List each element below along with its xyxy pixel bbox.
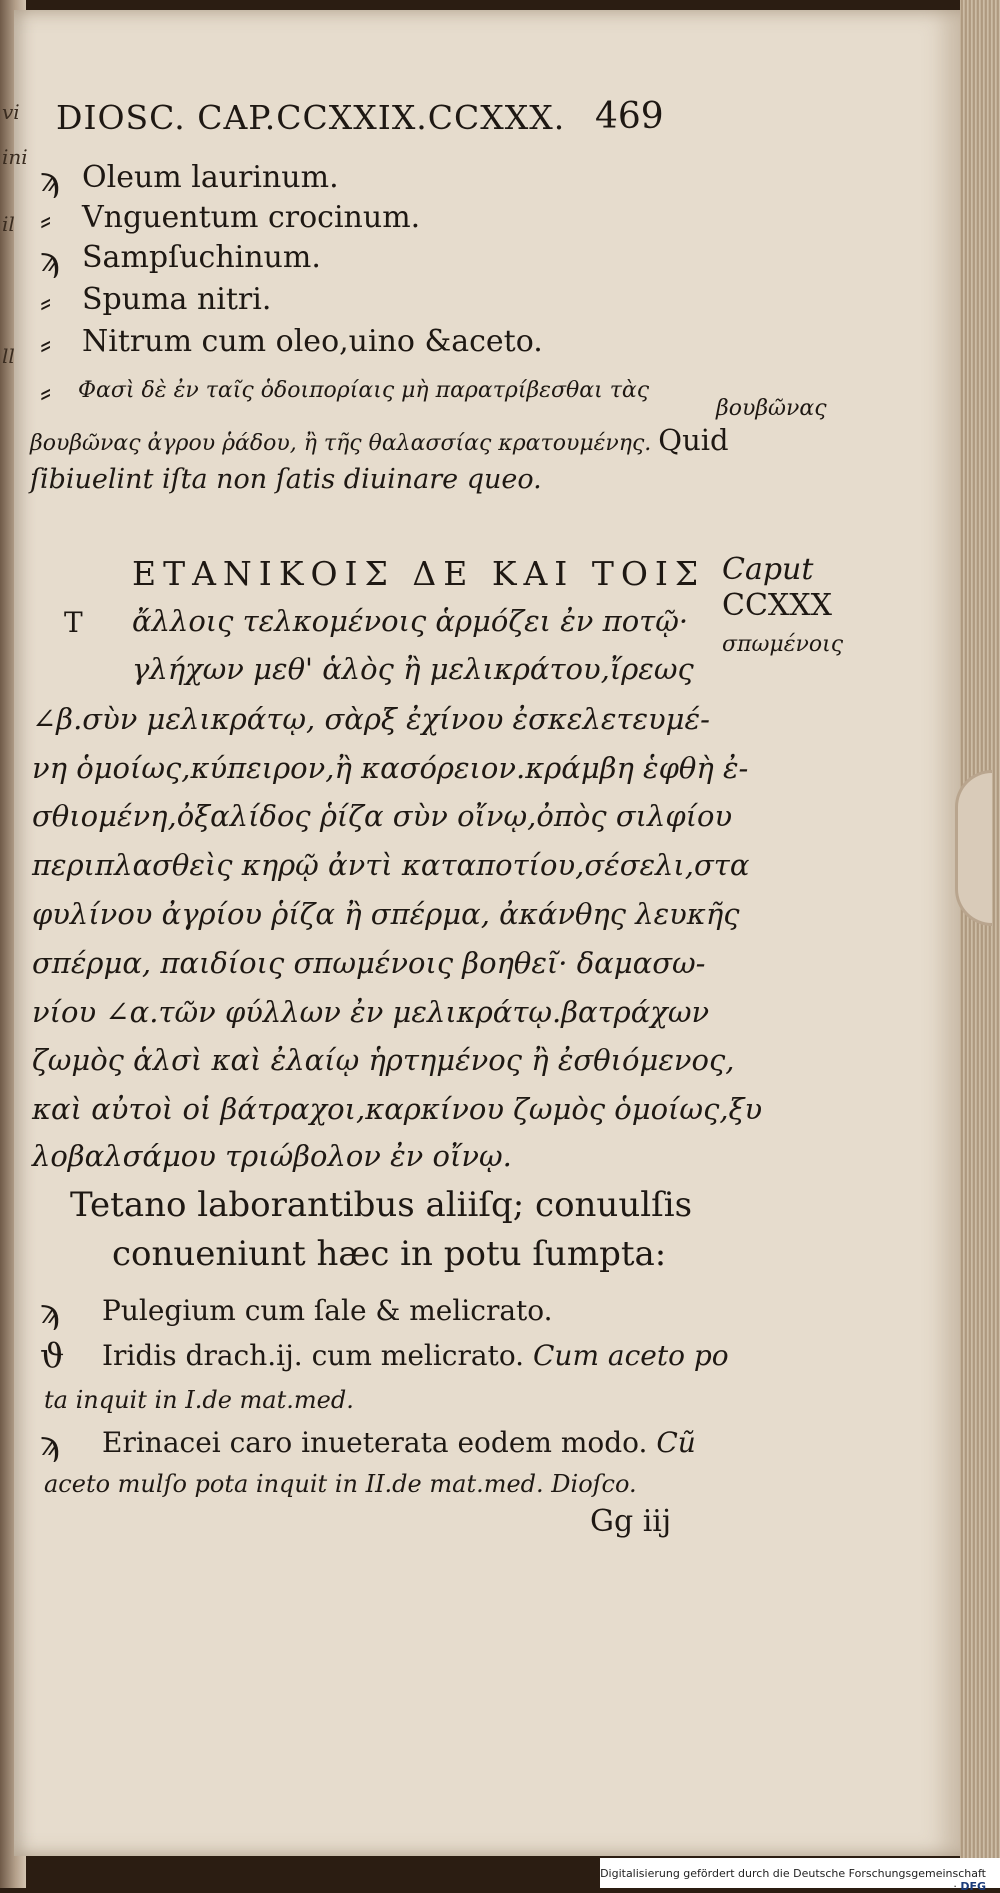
remedy-text: Iridis drach.ij. cum melicrato. <box>102 1339 525 1372</box>
remedy-item: Sampſuchinum. <box>82 240 321 275</box>
chapter-line: σθιομένη,ὀξαλίδος ῥίζα σὺν οἴνῳ,ὀπὸς σιλφίου <box>32 799 733 833</box>
greek-note-line: ſibiuelint iſta non ſatis diuinare queo. <box>30 464 542 495</box>
greek-note-text: βουβῶνας ἀγρου ῥάδου, ἢ τῆς θαλασσίας κρατουμένης. <box>30 431 652 456</box>
remedy-item: Oleum laurinum. <box>82 160 339 195</box>
remedy-continuation: ta inquit in I.de mat.med. <box>44 1386 354 1414</box>
chapter-line: λοβαλσάμου τριώβολον ἐν οἴνῳ. <box>32 1139 512 1173</box>
remedy-item <box>102 1426 696 1459</box>
remedy-italic: Cũ <box>656 1426 696 1459</box>
remedy-item <box>102 1339 729 1372</box>
remedy-text: Pulegium cum ſale & melicrato. <box>102 1294 553 1327</box>
credit-text: Digitalisierung gefördert durch die Deutsche Forschungsgemeinschaft · <box>600 1867 986 1893</box>
remedy-mark-icon: ⸗ <box>40 282 52 322</box>
digitization-credit <box>600 1858 1000 1893</box>
chapter-line: σπέρμα, παιδίοις σπωμένοις βοηθεῖ· δαμασω- <box>32 946 706 980</box>
chapter-line: ζωμὸς ἁλσὶ καὶ ἐλαίῳ ἡρτημένος ἢ ἐσθιόμενος, <box>32 1043 735 1077</box>
chapter-line: ἄλλοις τελκομένοις ἁρμόζει ἐν ποτῷ· <box>132 604 689 638</box>
margin-fragment: ini <box>2 145 28 169</box>
page-edges <box>960 0 1000 1888</box>
remedy-item <box>102 1294 553 1327</box>
chapter-line: φυλίνου ἀγρίου ῥίζα ἢ σπέρμα, ἀκάνθης λευκῆς <box>32 897 740 931</box>
signature-mark: Gg iij <box>590 1504 672 1539</box>
chapter-caption: Caput <box>722 552 814 587</box>
clasp-shadow <box>955 770 992 926</box>
remedy-mark-icon: ϡ <box>40 1424 60 1464</box>
remedy-mark-icon: ⸗ <box>40 200 52 240</box>
latin-heading-line: conueniunt hæc in potu ſumpta: <box>112 1234 667 1274</box>
remedy-mark-icon: ϡ <box>40 160 60 200</box>
chapter-line: περιπλασθεὶς κηρῷ ἀντὶ καταποτίου,σέσελι,στα <box>32 848 750 882</box>
remedy-item: Nitrum cum oleo,uino &aceto. <box>82 324 543 359</box>
remedy-italic: Cum aceto po <box>532 1339 729 1372</box>
remedy-mark-icon: ⸗ <box>40 324 52 364</box>
chapter-line: καὶ αὐτοὶ οἱ βάτραχοι,καρκίνου ζωμὸς ὁμοίως,ξυ <box>32 1092 763 1126</box>
chapter-number: CCXXX <box>722 588 832 623</box>
greek-note-line <box>30 423 729 457</box>
margin-fragment: ll <box>2 344 15 368</box>
dfg-logo: DFG <box>960 1880 986 1893</box>
remedy-mark-icon: ϡ <box>40 240 60 280</box>
chapter-line: νίου ∠α.τῶν φύλλων ἐν μελικράτῳ.βατράχων <box>32 995 710 1029</box>
chapter-line: ΕΤΑΝΙΚΟΙΣ ΔΕ ΚΑΙ ΤΟΙΣ <box>132 554 706 593</box>
remedy-item: Vnguentum crocinum. <box>82 200 421 235</box>
running-title: DIOSC. CAP.CCXXIX.CCXXX. <box>56 98 566 137</box>
initial-letter: T <box>64 606 83 639</box>
margin-fragment: il <box>2 212 15 236</box>
greek-note-latin: Quid <box>658 423 729 457</box>
chapter-line: νη ὁμοίως,κύπειρον,ἢ κασόρειον.κράμβη ἑφθὴ ἐ- <box>32 751 749 785</box>
remedy-item: Spuma nitri. <box>82 282 272 317</box>
page-number: 469 <box>595 96 664 137</box>
chapter-line: ∠β.σὺν μελικράτῳ, σὰρξ ἐχίνου ἐσκελετευμέ- <box>32 702 710 736</box>
chapter-side-greek: σπωμένοις <box>722 632 844 657</box>
remedy-continuation: aceto mulſo pota inquit in II.de mat.med. Dioſco. <box>44 1470 637 1498</box>
remedy-text: Erinacei caro inueterata eodem modo. <box>102 1426 648 1459</box>
chapter-line: γλήχων μεθ' ἁλὸς ἢ μελικράτου,ἴρεως <box>132 652 694 686</box>
margin-fragment: vi <box>2 100 20 124</box>
greek-note-side-word: βουβῶνας <box>716 396 827 421</box>
latin-heading-line: Tetano laborantibus aliiſq; conuulſis <box>70 1185 693 1225</box>
remedy-mark-icon: ϡ <box>40 1292 60 1332</box>
greek-note-line: Φασὶ δὲ ἐν ταῖς ὁδοιπορίαις μὴ παρατρίβεσθαι τὰς <box>78 378 650 403</box>
note-mark-icon: ⸗ <box>40 372 52 412</box>
remedy-mark-icon: ϑ <box>40 1336 65 1376</box>
